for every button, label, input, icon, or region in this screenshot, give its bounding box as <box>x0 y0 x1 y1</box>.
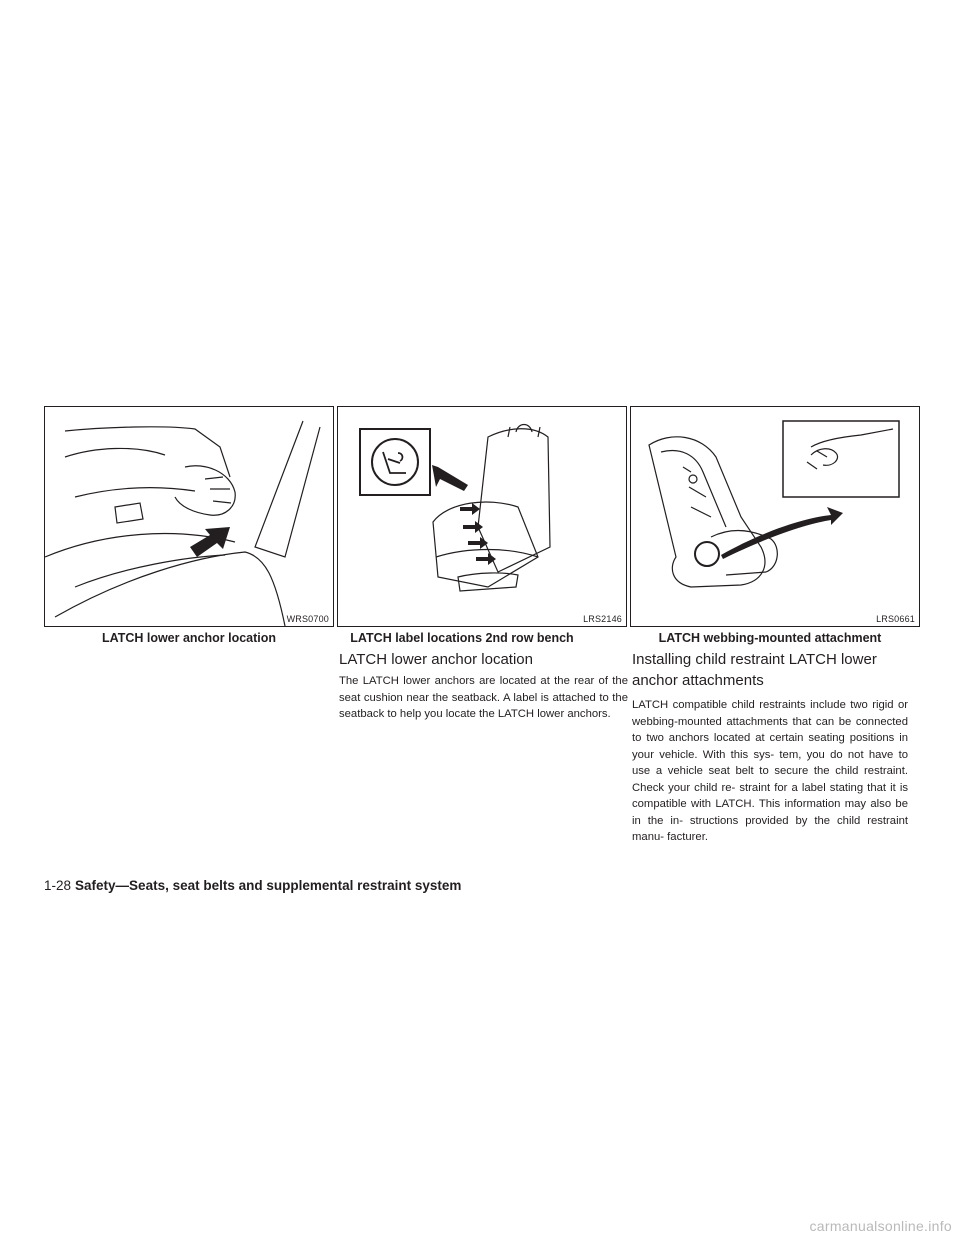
section-heading-lower-anchor: LATCH lower anchor location <box>339 651 533 668</box>
arrow-icon <box>721 507 843 559</box>
arrow-icon <box>432 465 468 491</box>
lower-anchor-illustration <box>45 407 333 626</box>
watermark: carmanualsonline.info <box>809 1218 952 1234</box>
figure-caption: LATCH label locations 2nd row bench <box>350 631 574 645</box>
figure-label-locations <box>337 406 627 627</box>
figure-code: LRS2146 <box>583 614 622 624</box>
bench-illustration <box>338 407 626 626</box>
figure-code: LRS0661 <box>876 614 915 624</box>
section-body-lower-anchor: The LATCH lower anchors are located at the rear of the seat cushion near the seatback. A label is attached to the seatback to help you locate the LATCH lower anchors. <box>339 675 628 720</box>
arrow-icon <box>190 527 230 557</box>
detail-inset <box>783 421 899 497</box>
section-heading-installing: Installing child restraint LATCH lower anchor attachments <box>632 651 877 689</box>
page-number: 1-28 <box>44 878 72 893</box>
figure-caption: LATCH lower anchor location <box>101 631 277 645</box>
figure-lower-anchor <box>44 406 334 627</box>
figure-caption: LATCH webbing-mounted attachment <box>658 631 882 645</box>
webbing-illustration <box>631 407 919 626</box>
page-footer <box>44 878 461 893</box>
figure-code: WRS0700 <box>286 614 329 624</box>
attachment-circle <box>695 542 719 566</box>
section-body-installing: LATCH compatible child restraints include two rigid or webbing-mounted attachments that can be connected to two anchors located at certain seating positions in your vehicle. With this sys- tem, you do not have to use a vehicle seat belt to secure the child restraint. Check your child re- straint for a label stating that it is compatible with LATCH. This information may also be in the in- structions provided by the child restraint manu- facturer. <box>632 699 908 843</box>
chapter-title: Safety—Seats, seat belts and supplemental restraint system <box>75 878 462 893</box>
figure-webbing-attachment <box>630 406 920 627</box>
